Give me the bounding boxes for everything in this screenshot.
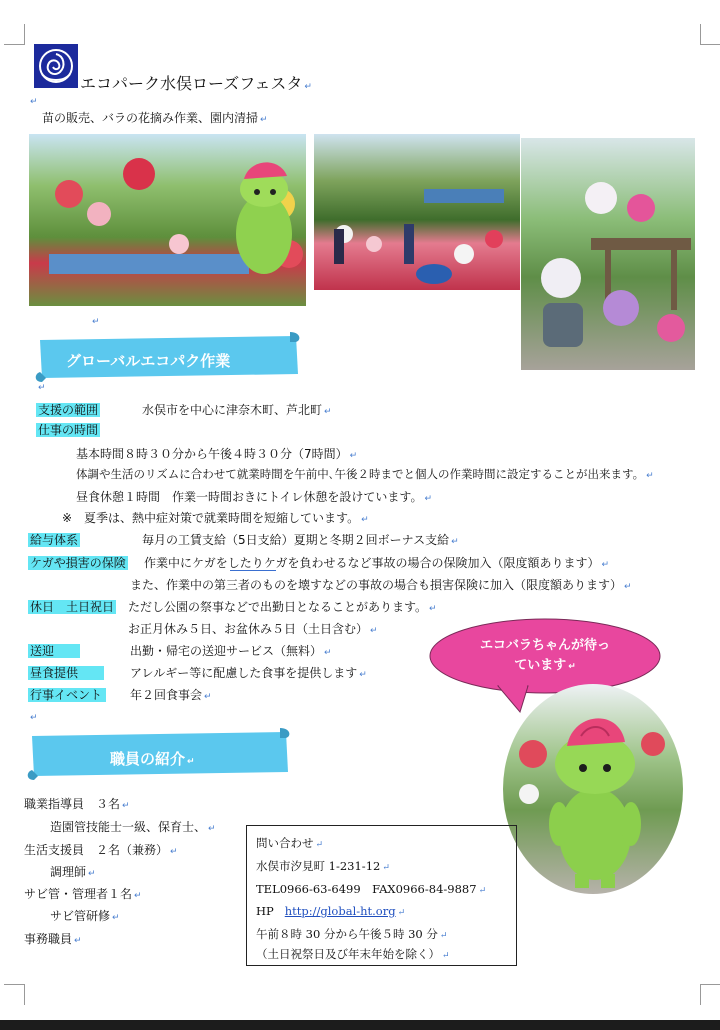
contact-address: 水俣市汐見町 1-231-12 ↵ (256, 859, 390, 873)
insurance-line: また、作業中の第三者のものを壊すなどの事故の場合も損害保険に加入（限度額あります） ↵ (130, 578, 632, 592)
holiday-label: 休日 土日祝日 (30, 600, 115, 614)
staff-line: 生活支援員 ２名（兼務） ↵ (24, 843, 178, 857)
lunch-label: 昼食提供 (28, 665, 104, 681)
paragraph-mark: ↵ (38, 383, 46, 393)
contact-hours: 午前８時 30 分から午後５時 30 分 ↵ (256, 927, 448, 941)
photo-rose-garden-mascot (29, 134, 306, 306)
support-range-value: 水俣市を中心に津奈木町、芦北町 ↵ (142, 403, 332, 417)
holiday-line: お正月休み５日、お盆休み５日（土日含む） ↵ (128, 622, 378, 636)
staff-line: サビ管・管理者１名 ↵ (24, 887, 142, 901)
staff-line: サビ管研修 ↵ (50, 909, 120, 923)
contact-heading: 問い合わせ ↵ (256, 836, 324, 850)
insurance-line: 作業中にケガをしたりケガを負わせるなど事故の場合の保険加入（限度額あります） ↵ (144, 556, 610, 570)
staff-line: 職業指導員 ３名 ↵ (24, 797, 130, 811)
contact-box (246, 825, 517, 966)
photo-park-visitors (314, 134, 520, 290)
holiday-line: ただし公園の祭事などで出勤日となることがあります。 ↵ (128, 600, 437, 614)
paragraph-mark: ↵ (30, 713, 38, 723)
insurance-underline (230, 570, 276, 571)
work-hours-line: 体調や生活のリズムに合わせて就業時間を午前中､午後２時までと個人の作業時間に設定することが出来ます。 ↵ (76, 467, 654, 481)
pay-system-label: 給与体系 (30, 533, 79, 547)
bottom-bar (0, 1020, 720, 1030)
transport-label: 送迎 (28, 643, 80, 659)
section-banner-work (34, 330, 304, 384)
transport-value: 出勤・帰宅の送迎サービス（無料） ↵ (130, 644, 332, 658)
contact-closed: （土日祝祭日及び年末年始を除く） ↵ (256, 947, 450, 961)
event-label: 行事イベント (28, 687, 106, 703)
rose-logo-icon (34, 44, 78, 88)
photo-mascot-ecobara (503, 684, 683, 894)
section-title-work: グローバルエコパク作業 (66, 352, 231, 370)
page-title: エコパーク水俣ローズフェスタ ↵ (80, 74, 312, 93)
photo-potted-flowers (521, 138, 695, 370)
support-range-label: 支援の範囲 (38, 403, 99, 417)
insurance-label: ケガや損害の保険 (30, 556, 126, 570)
work-hours-line: 基本時間８時３０分から午後４時３０分（7時間） ↵ (76, 447, 358, 461)
work-hours-label: 仕事の時間 (38, 423, 99, 437)
work-hours-line: 昼食休憩１時間 作業一時間おきにトイレ休憩を設けています。 ↵ (76, 490, 432, 504)
corner-mark-top-left (4, 24, 25, 45)
corner-mark-bottom-right (700, 984, 720, 1005)
event-value: 年２回食事会 ↵ (130, 688, 212, 702)
staff-line: 造園管技能士一級、保育士、 ↵ (50, 820, 216, 834)
corner-mark-top-right (700, 24, 720, 45)
contact-tel-fax: TEL0966-63-6499 FAX0966-84-9887 ↵ (256, 882, 487, 896)
lunch-value: アレルギー等に配慮した食事を提供します ↵ (130, 666, 367, 680)
section-banner-staff (24, 726, 292, 782)
rose-logo (34, 44, 78, 88)
contact-hp: HP http://global-ht.org ↵ (256, 904, 406, 918)
paragraph-mark: ↵ (30, 97, 38, 107)
staff-line: 調理師 ↵ (50, 865, 96, 879)
page-subtitle: 苗の販売、バラの花摘み作業、園内清掃 ↵ (42, 111, 268, 125)
section-title-staff: 職員の紹介 ↵ (110, 750, 195, 768)
contact-hp-link[interactable]: http://global-ht.org (284, 904, 396, 918)
paragraph-mark: ↵ (92, 317, 100, 327)
pay-system-value: 毎月の工賃支給（5日支給）夏期と冬期２回ボーナス支給 ↵ (142, 533, 459, 547)
summer-note: ※ 夏季は、熱中症対策で就業時間を短縮しています。 ↵ (62, 511, 369, 525)
corner-mark-bottom-left (4, 984, 25, 1005)
speech-bubble-text: エコバラちゃんが待っ ています ↵ (479, 638, 610, 673)
staff-line: 事務職員 ↵ (24, 932, 82, 946)
